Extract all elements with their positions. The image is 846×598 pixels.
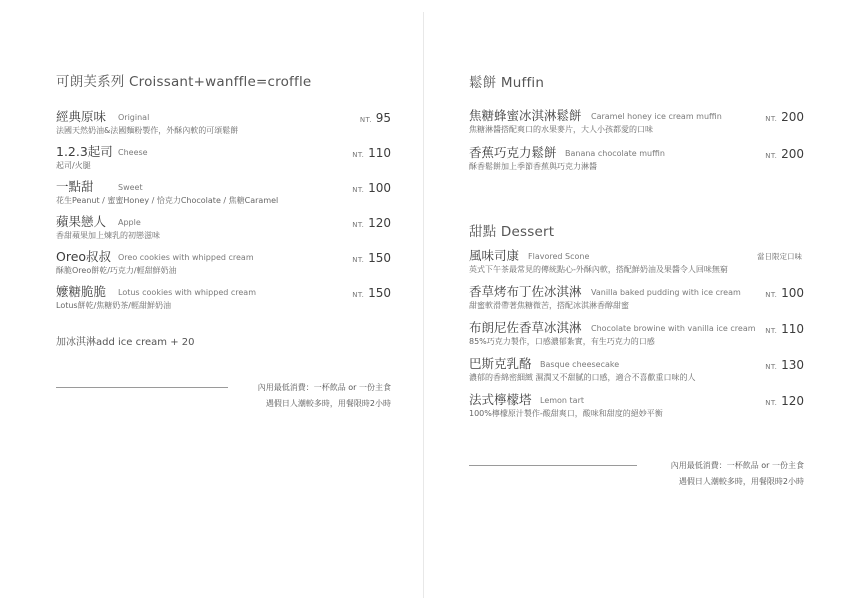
- item-english-name: Chocolate browine with vanilla ice cream: [591, 324, 756, 333]
- menu-item-basque-cheesecake: [469, 356, 804, 388]
- currency-label: NT.: [352, 151, 365, 159]
- menu-item-lotus: [56, 284, 391, 316]
- price-value: 120: [781, 394, 804, 408]
- menu-item-caramel-muffin: [469, 108, 804, 140]
- daily-limited-note: 當日限定口味: [757, 252, 802, 261]
- page-fold-divider: [423, 12, 424, 598]
- price-value: 110: [781, 322, 804, 336]
- item-english-name: Apple: [118, 218, 141, 227]
- item-english-name: Caramel honey ice cream muffin: [591, 112, 722, 121]
- currency-label: NT.: [765, 327, 778, 335]
- item-name: 香草烤布丁佐冰淇淋: [469, 284, 582, 299]
- menu-item-sweet: [56, 179, 391, 211]
- item-name: 風味司康: [469, 248, 520, 263]
- currency-label: NT.: [765, 115, 778, 123]
- price-value: 110: [368, 146, 391, 160]
- currency-label: NT.: [765, 152, 778, 160]
- price-value: 200: [781, 110, 804, 124]
- item-price: [352, 179, 391, 198]
- item-description: 花生Peanut / 蜜蜜Honey / 恰克力Chocolate / 焦糖Caramel: [56, 196, 279, 205]
- item-english-name: Cheese: [118, 148, 148, 157]
- price-value: 100: [368, 181, 391, 195]
- item-price: [360, 109, 391, 128]
- currency-label: NT.: [359, 116, 372, 124]
- item-description: 起司/火腿: [56, 161, 91, 170]
- item-english-name: Oreo cookies with whipped cream: [118, 253, 254, 262]
- menu-item-cheese: [56, 144, 391, 176]
- section-title-dessert: 甜點 Dessert: [469, 224, 555, 240]
- item-price: [352, 214, 391, 233]
- menu-item-apple: [56, 214, 391, 246]
- item-english-name: Sweet: [118, 183, 143, 192]
- section-title-muffin: 鬆餅 Muffin: [469, 75, 545, 91]
- footnote-rule: [469, 465, 637, 466]
- item-description: 甜蜜軟滑帶著焦糖微苦，搭配冰淇淋香醇甜蜜: [469, 301, 629, 310]
- addon-ice-cream: 加冰淇淋add ice cream + 20: [56, 337, 195, 348]
- item-price: [765, 356, 804, 375]
- price-value: 200: [781, 147, 804, 161]
- menu-item-banana-muffin: [469, 145, 804, 177]
- item-price: [765, 392, 804, 411]
- item-description: 酥香鬆餅加上季節香蕉與巧克力淋醬: [469, 162, 597, 171]
- menu-item-scone: [469, 248, 804, 280]
- item-description: 濃郁的香綿密細緻 濕潤又不甜膩的口感，適合不喜歡重口味的人: [469, 373, 696, 382]
- menu-item-lemon-tart: [469, 392, 804, 424]
- currency-label: NT.: [352, 256, 365, 264]
- item-english-name: Banana chocolate muffin: [565, 149, 665, 158]
- item-name: 巴斯克乳酪: [469, 356, 532, 371]
- price-value: 130: [781, 358, 804, 372]
- item-english-name: Lemon tart: [540, 396, 585, 405]
- item-name: 香蕉巧克力鬆餅: [469, 145, 557, 160]
- item-description: 香甜蘋果加上煉乳的初戀滋味: [56, 231, 160, 240]
- item-price: [765, 320, 804, 339]
- price-value: 95: [375, 111, 391, 125]
- item-name: 焦糖蜂蜜冰淇淋鬆餅: [469, 108, 582, 123]
- menu-item-oreo: [56, 249, 391, 281]
- footnote-minimum-charge: 內用最低消費：一杯飲品 or 一份主食: [670, 461, 804, 470]
- item-name: 蘋果戀人: [56, 214, 107, 229]
- footnote-time-limit: 遇假日人潮較多時，用餐限時2小時: [678, 477, 804, 486]
- menu-item-pudding: [469, 284, 804, 316]
- currency-label: NT.: [352, 291, 365, 299]
- price-value: 150: [368, 251, 391, 265]
- item-description: 85%巧克力製作，口感濃郁紮實，有生巧克力的口感: [469, 337, 655, 346]
- item-name: 一點甜: [56, 179, 94, 194]
- footnote-minimum-charge: 內用最低消費：一杯飲品 or 一份主食: [257, 383, 391, 392]
- item-description: 法國天然奶油&法國麵粉製作，外酥內軟的可頌鬆餅: [56, 126, 239, 135]
- item-name: Oreo叔叔: [56, 249, 112, 264]
- item-price: [352, 249, 391, 268]
- item-description: 焦糖淋醬搭配爽口的水果麥片，大人小孩都愛的口味: [469, 125, 653, 134]
- item-english-name: Lotus cookies with whipped cream: [118, 288, 256, 297]
- price-value: 120: [368, 216, 391, 230]
- footnote-time-limit: 遇假日人潮較多時，用餐限時2小時: [265, 399, 391, 408]
- item-name: 經典原味: [56, 109, 107, 124]
- item-english-name: Basque cheesecake: [540, 360, 620, 369]
- item-price: [352, 144, 391, 163]
- item-price: [765, 284, 804, 303]
- currency-label: NT.: [352, 186, 365, 194]
- menu-item-brownie: [469, 320, 804, 352]
- item-english-name: Flavored Scone: [528, 252, 590, 261]
- item-english-name: Original: [118, 113, 150, 122]
- currency-label: NT.: [765, 291, 778, 299]
- item-description: 英式下午茶最常見的傳統點心-外酥內軟，搭配鮮奶油及果醬令人回味無窮: [469, 265, 728, 274]
- item-description: Lotus餅乾/焦糖奶茶/輕甜鮮奶油: [56, 301, 171, 310]
- currency-label: NT.: [765, 399, 778, 407]
- price-value: 100: [781, 286, 804, 300]
- item-english-name: Vanilla baked pudding with ice cream: [591, 288, 741, 297]
- item-name: 法式檸檬塔: [469, 392, 532, 407]
- item-name: 布朗尼佐香草冰淇淋: [469, 320, 582, 335]
- currency-label: NT.: [765, 363, 778, 371]
- item-description: 酥脆Oreo餅乾/巧克力/輕甜鮮奶油: [56, 266, 177, 275]
- footnote-rule: [56, 387, 228, 388]
- item-description: 100%檸檬原汁製作-酸甜爽口，酸味和甜度的絕妙平衡: [469, 409, 663, 418]
- item-name: 1.2.3起司: [56, 144, 113, 159]
- section-title-croffle: 可朗芙系列 Croissant+wanffle=croffle: [56, 74, 312, 90]
- item-price: [352, 284, 391, 303]
- item-price: [765, 108, 804, 127]
- item-name: 嬤糖脆脆: [56, 284, 107, 299]
- item-price: [765, 145, 804, 164]
- menu-item-original: [56, 109, 391, 141]
- currency-label: NT.: [352, 221, 365, 229]
- price-value: 150: [368, 286, 391, 300]
